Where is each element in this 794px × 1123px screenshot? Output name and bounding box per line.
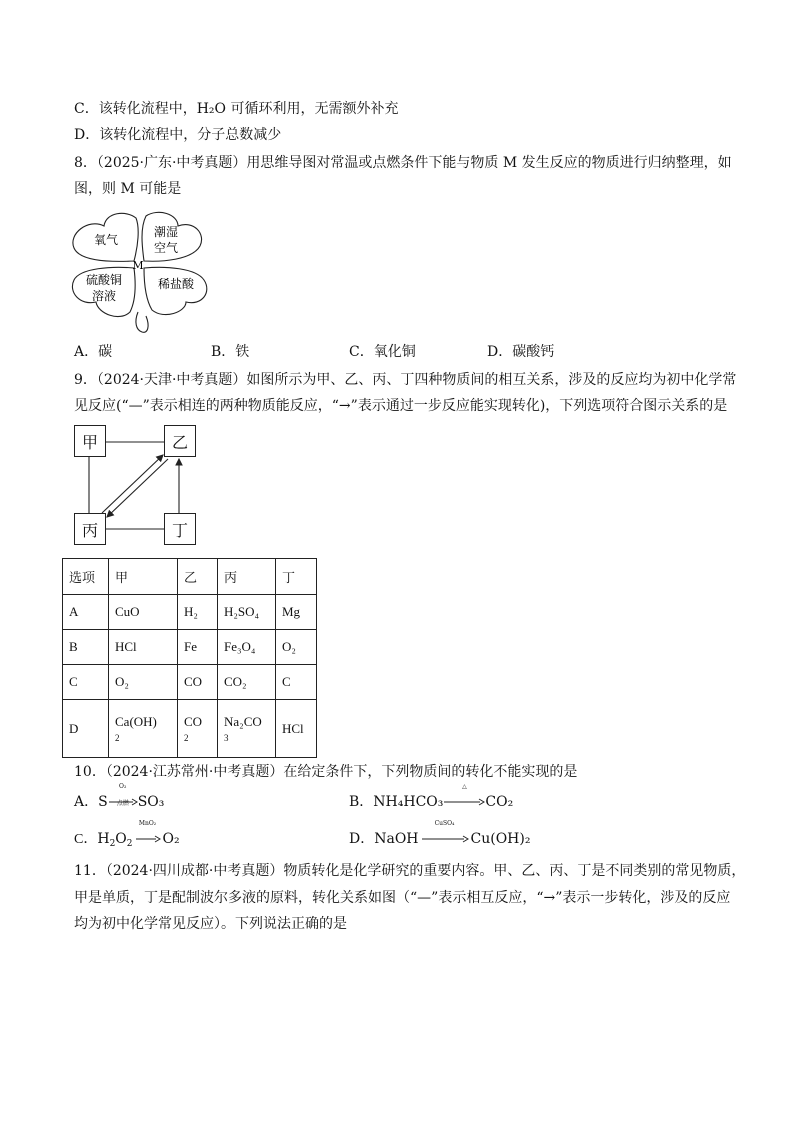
- table-cell: O₂: [276, 630, 317, 665]
- table-row: [63, 665, 317, 700]
- q10-a-product: SO₃: [137, 794, 165, 810]
- q8-text-line1: 8．（2025·广东·中考真题）用思维导图对常温或点燃条件下能与物质 M 发生反应的物质进行归纳整理，如: [74, 155, 732, 171]
- table-header-cell: 乙: [178, 559, 218, 595]
- q10-d-reactant: D．NaOH: [349, 831, 419, 847]
- table-cell: A: [63, 595, 109, 630]
- table-header-cell: 丁: [276, 559, 317, 595]
- q10-a-arrow: [108, 783, 138, 811]
- cell-text: 3: [224, 732, 229, 743]
- table-cell: Fe: [178, 630, 218, 665]
- clover-stem: [136, 312, 148, 332]
- clover-leaf-tr-text-2: 空气: [153, 241, 179, 255]
- cell-text: CO: [184, 713, 203, 729]
- q10-b-cond: △: [462, 783, 467, 790]
- q10-b-arrow: [443, 783, 485, 811]
- table-cell: HCl: [109, 630, 178, 665]
- cell-text: 2: [115, 732, 120, 743]
- q8-option-b[interactable]: B．铁: [211, 344, 250, 360]
- q10-c-reactant-visible: $H_2O_2$: [97, 831, 133, 849]
- cell-text: Na₂CO: [224, 713, 262, 729]
- table-row: [63, 595, 317, 630]
- table-row: [63, 630, 317, 665]
- q9-text-line2: 见反应(“—”表示相连的两种物质能反应，“→”表示通过一步反应能实现转化)，下列选项符合图示关系的是: [74, 398, 728, 414]
- q10-option-b[interactable]: [349, 783, 514, 811]
- table-cell: HCl: [276, 700, 317, 758]
- q10-b-reactant: B．NH₄HCO₃: [349, 794, 444, 810]
- q10-b-product: CO₂: [485, 794, 514, 810]
- q10-c-product: O₂: [162, 831, 180, 847]
- right-arrow-icon: [421, 835, 469, 843]
- option-d-line: D．该转化流程中，分子总数减少: [74, 127, 282, 143]
- right-arrow-icon: [443, 798, 485, 806]
- clover-leaf-tl-text: 氧气: [93, 233, 119, 247]
- table-cell: C: [276, 665, 317, 700]
- box-bing: 丙: [74, 513, 106, 545]
- arrow-bing-to-yi: [102, 455, 163, 513]
- table-cell: C: [63, 665, 109, 700]
- q10-d-arrow: [421, 820, 469, 848]
- table-cell: H₂: [178, 595, 218, 630]
- table-header-cell: 甲: [109, 559, 178, 595]
- table-cell: [109, 700, 178, 758]
- q10-d-product: Cu(OH)₂: [470, 831, 531, 847]
- q10-option-c[interactable]: C．$H_2O_2$ MnO₂ O₂: [74, 820, 180, 849]
- q10-a-cond-top: O₂: [119, 783, 127, 790]
- option-c-line: C．该转化流程中，H₂O 可循环利用，无需额外补充: [74, 101, 399, 117]
- cell-text: 2: [184, 732, 189, 743]
- clover-leaf-tr-text-1: 潮湿: [153, 225, 179, 239]
- q10-c-arrow: [135, 820, 161, 848]
- table-header-row: [63, 559, 317, 595]
- clover-diagram: [66, 206, 216, 336]
- q11-text-line1: 11．（2024·四川成都·中考真题）物质转化是化学研究的重要内容。甲、乙、丙、丁是不同类别的常见物质，: [74, 863, 746, 879]
- clover-leaf-br-text: 稀盐酸: [157, 277, 195, 291]
- table-header-cell: 选项: [63, 559, 109, 595]
- table-cell: D: [63, 700, 109, 758]
- box-jia: 甲: [74, 425, 106, 457]
- q10-option-d[interactable]: [349, 820, 531, 848]
- table-cell: Fe₃O₄: [218, 630, 276, 665]
- table-header-cell: 丙: [218, 559, 276, 595]
- q8-text-line2: 图，则 M 可能是: [74, 181, 182, 197]
- q10-c-cond: MnO₂: [138, 820, 157, 827]
- clover-leaf-bl-text-2: 溶液: [91, 289, 117, 303]
- table-cell: CO₂: [218, 665, 276, 700]
- table-cell: O₂: [109, 665, 178, 700]
- q8-option-d[interactable]: D．碳酸钙: [487, 344, 555, 360]
- q8-option-c[interactable]: C．氧化铜: [349, 344, 416, 360]
- clover-center-text: M: [132, 259, 144, 272]
- table-cell: CO: [178, 665, 218, 700]
- table-cell: [218, 700, 276, 758]
- box-yi: 乙: [164, 425, 196, 457]
- right-arrow-icon: [135, 835, 161, 843]
- table-row: [63, 700, 317, 758]
- table-cell: H₂SO₄: [218, 595, 276, 630]
- q10-a-cond-bottom: 点燃: [116, 800, 129, 807]
- q9-text-line1: 9．（2024·天津·中考真题）如图所示为甲、乙、丙、丁四种物质间的相互关系，涉及的反应均为初中化学常: [74, 372, 737, 388]
- clover-leaf-bl-text-1: 硫酸铜: [85, 273, 123, 287]
- box-ding: 丁: [164, 513, 196, 545]
- q10-d-cond: CuSO₄: [434, 820, 455, 827]
- cell-text: Ca(OH): [115, 713, 157, 729]
- table-cell: B: [63, 630, 109, 665]
- q8-option-a[interactable]: A．碳: [74, 344, 113, 360]
- table-cell: CuO: [109, 595, 178, 630]
- q11-text-line3: 均为初中化学常见反应）。下列说法正确的是: [74, 916, 347, 932]
- q10-text: 10．（2024·江苏常州·中考真题）在给定条件下，下列物质间的转化不能实现的是: [74, 764, 578, 780]
- q10-option-a[interactable]: [74, 783, 165, 811]
- q10-a-reactant: A．S: [74, 794, 108, 810]
- table-cell: Mg: [276, 595, 317, 630]
- q9-options-table: [62, 558, 317, 758]
- arrow-yi-to-bing: [107, 459, 168, 517]
- q11-text-line2: 甲是单质，丁是配制波尔多液的原料，转化关系如图（“—”表示相互反应，“→”表示一步转化，涉及的反应: [74, 890, 731, 906]
- table-cell: [178, 700, 218, 758]
